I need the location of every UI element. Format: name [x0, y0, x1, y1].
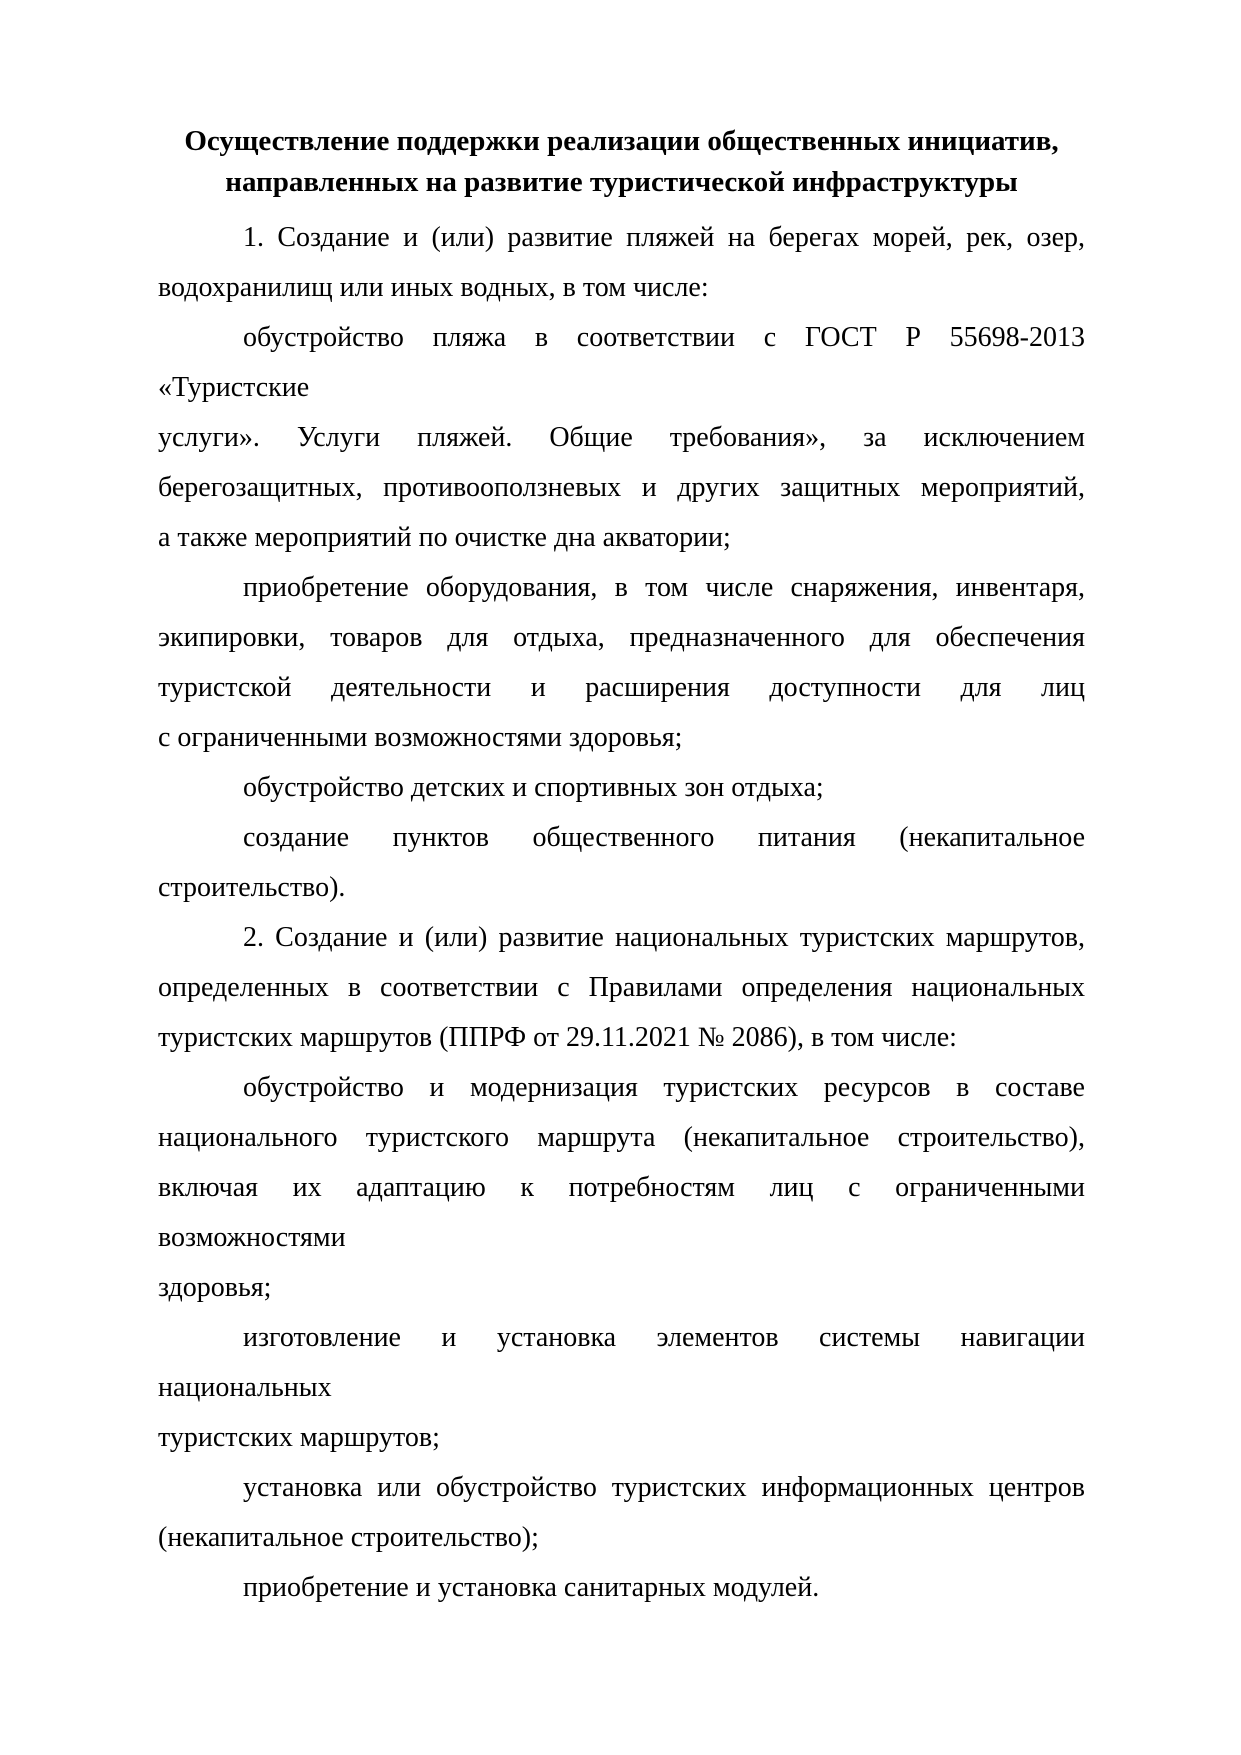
- paragraph: [158, 763, 1085, 813]
- paragraph-line: экипировки, товаров для отдыха, предназначенного для обеспечения: [158, 622, 1085, 653]
- paragraph: [158, 913, 1085, 1063]
- paragraph-line: установка или обустройство туристских информационных центров: [243, 1472, 1085, 1503]
- paragraph-line: создание пунктов общественного питания (некапитальное: [243, 822, 1085, 853]
- paragraph-line: включая их адаптацию к потребностям лиц с ограниченными возможностями: [158, 1172, 1085, 1253]
- paragraph-line: 1. Создание и (или) развитие пляжей на берегах морей, рек, озер,: [243, 222, 1085, 253]
- paragraph: [158, 563, 1085, 763]
- paragraph-line: берегозащитных, противооползневых и других защитных мероприятий,: [158, 472, 1085, 503]
- document-title: [158, 121, 1085, 203]
- paragraph: [158, 813, 1085, 913]
- paragraph-line: 2. Создание и (или) развитие национальных туристских маршрутов,: [243, 922, 1085, 953]
- paragraph-line: туристских маршрутов (ППРФ от 29.11.2021 № 2086), в том числе:: [158, 1022, 957, 1053]
- paragraph-line: обустройство и модернизация туристских ресурсов в составе: [243, 1072, 1085, 1103]
- paragraph-line: определенных в соответствии с Правилами определения национальных: [158, 972, 1085, 1003]
- paragraph: [158, 313, 1085, 563]
- paragraph-line: приобретение оборудования, в том числе снаряжения, инвентаря,: [243, 572, 1085, 603]
- paragraph-line: (некапитальное строительство);: [158, 1522, 539, 1553]
- paragraph: [158, 1063, 1085, 1313]
- paragraph-line: обустройство пляжа в соответствии с ГОСТ Р 55698-2013 «Туристские: [158, 322, 1085, 403]
- paragraph-line: обустройство детских и спортивных зон отдыха;: [243, 772, 824, 803]
- paragraph-line: здоровья;: [158, 1272, 272, 1303]
- paragraph-line: а также мероприятий по очистке дна акватории;: [158, 522, 731, 553]
- paragraph-line: приобретение и установка санитарных модулей.: [243, 1572, 820, 1603]
- paragraph-line: изготовление и установка элементов системы навигации национальных: [158, 1322, 1085, 1403]
- paragraph: [158, 1463, 1085, 1563]
- document-title-line: направленных на развитие туристической инфраструктуры: [225, 166, 1018, 198]
- document-body: [158, 213, 1085, 1613]
- paragraph-line: услуги». Услуги пляжей. Общие требования», за исключением: [158, 422, 1085, 453]
- paragraph-line: с ограниченными возможностями здоровья;: [158, 722, 683, 753]
- document-content: [158, 121, 1085, 1613]
- document-title-line: Осуществление поддержки реализации общественных инициатив,: [184, 125, 1059, 157]
- paragraph: [158, 1313, 1085, 1463]
- paragraph: [158, 1563, 1085, 1613]
- paragraph-line: туристской деятельности и расширения доступности для лиц: [158, 672, 1085, 703]
- paragraph-line: национального туристского маршрута (некапитальное строительство),: [158, 1122, 1085, 1153]
- paragraph-line: строительство).: [158, 872, 346, 903]
- paragraph-line: водохранилищ или иных водных, в том числе:: [158, 272, 709, 303]
- paragraph: [158, 213, 1085, 313]
- paragraph-line: туристских маршрутов;: [158, 1422, 440, 1453]
